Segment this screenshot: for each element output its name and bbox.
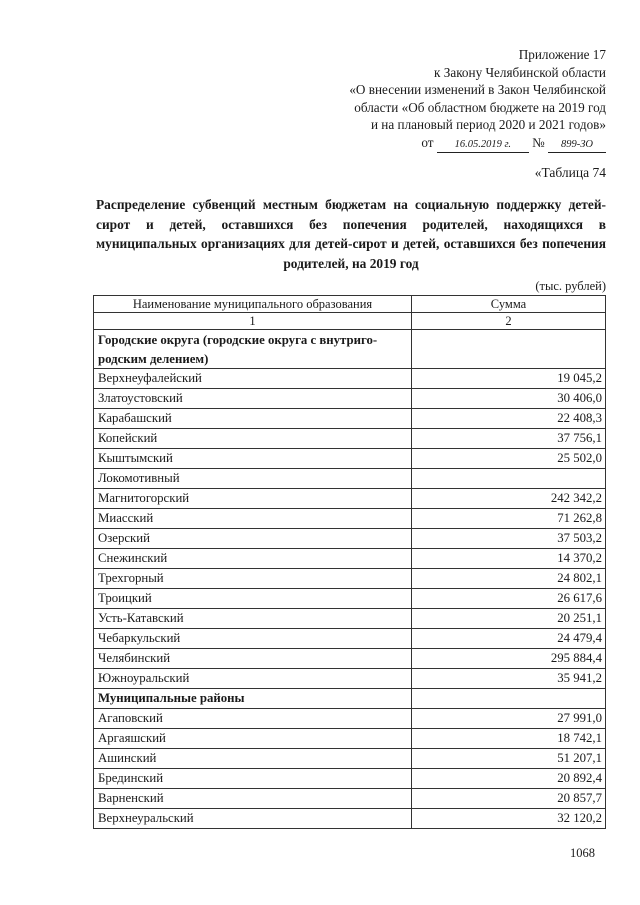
subsidy-amount: 19 045,2	[412, 369, 606, 389]
municipality-name: Трехгорный	[94, 569, 412, 589]
column-number-row	[94, 313, 606, 330]
municipality-name: Агаповский	[94, 709, 412, 729]
table-row	[94, 409, 606, 429]
header-line-4: области «Об областном бюджете на 2019 год	[354, 99, 606, 115]
table-row	[94, 549, 606, 569]
table-row	[94, 369, 606, 389]
date-prefix: от	[421, 134, 434, 150]
table-row	[94, 809, 606, 829]
subsidy-amount: 71 262,8	[412, 509, 606, 529]
subsidy-amount: 32 120,2	[412, 809, 606, 829]
table-row	[94, 769, 606, 789]
municipality-name: Ашинский	[94, 749, 412, 769]
table-row	[94, 749, 606, 769]
table-row	[94, 569, 606, 589]
table-row	[94, 429, 606, 449]
municipality-name: Усть-Катавский	[94, 609, 412, 629]
table-row	[94, 449, 606, 469]
units-label: (тыс. рублей)	[535, 279, 606, 293]
subsidy-amount: 295 884,4	[412, 649, 606, 669]
table-row	[94, 789, 606, 809]
law-date: 16.05.2019 г.	[437, 138, 529, 153]
municipality-name: Кыштымский	[94, 449, 412, 469]
urban-district-rows	[94, 369, 606, 689]
municipality-name: Аргаяшский	[94, 729, 412, 749]
municipality-name: Озерский	[94, 529, 412, 549]
municipality-name: Магнитогорский	[94, 489, 412, 509]
municipality-name: Карабашский	[94, 409, 412, 429]
subsidy-amount: 35 941,2	[412, 669, 606, 689]
table-header-row	[94, 296, 606, 313]
law-date-line	[349, 134, 606, 153]
document-title: Распределение субвенций местным бюджетам на социальную поддержку детей-сирот и детей, оставшихся без попечения родителей, находящихся в муниципальных организациях для детей-сирот и детей, оставшихся без попечения родителей, на 2019 год	[96, 197, 606, 271]
appendix-header	[349, 46, 606, 153]
municipality-name: Верхнеуральский	[94, 809, 412, 829]
subsidy-amount: 26 617,6	[412, 589, 606, 609]
law-number: 899-ЗО	[548, 138, 606, 153]
table-row	[94, 629, 606, 649]
table-row	[94, 469, 606, 489]
subsidy-amount: 20 892,4	[412, 769, 606, 789]
table-row	[94, 609, 606, 629]
subsidy-amount: 18 742,1	[412, 729, 606, 749]
header-line-3: «О внесении изменений в Закон Челябинской	[349, 82, 606, 97]
page-number: 1068	[570, 846, 595, 860]
section-heading-line-2: родским делением)	[98, 351, 209, 366]
header-line-5: и на плановый период 2020 и 2021 годов»	[370, 117, 606, 132]
header-sum: Сумма	[412, 296, 606, 313]
subsidy-amount: 20 857,7	[412, 789, 606, 809]
header-line-1: Приложение 17	[518, 47, 606, 62]
subsidy-table	[93, 295, 606, 829]
subsidy-amount: 37 756,1	[412, 429, 606, 449]
section-heading: Муниципальные районы	[94, 689, 412, 709]
subsidy-amount: 242 342,2	[412, 489, 606, 509]
section-heading-cont	[94, 349, 412, 369]
subsidy-amount: 27 991,0	[412, 709, 606, 729]
section-heading-row	[94, 330, 606, 350]
municipality-name: Златоустовский	[94, 389, 412, 409]
section-heading-value	[412, 689, 606, 709]
municipality-name: Троицкий	[94, 589, 412, 609]
table-row	[94, 529, 606, 549]
subsidy-amount: 37 503,2	[412, 529, 606, 549]
subsidy-amount: 24 802,1	[412, 569, 606, 589]
municipal-district-rows	[94, 709, 606, 829]
table-row	[94, 589, 606, 609]
section-heading-value-2	[412, 349, 606, 369]
municipality-name: Копейский	[94, 429, 412, 449]
municipality-name: Варненский	[94, 789, 412, 809]
section-heading-row-2	[94, 349, 606, 369]
table-row	[94, 489, 606, 509]
subsidy-amount: 14 370,2	[412, 549, 606, 569]
header-line-2: к Закону Челябинской области	[434, 64, 606, 80]
subsidy-amount: 30 406,0	[412, 389, 606, 409]
section-municipal-districts	[94, 689, 606, 709]
subsidy-amount: 25 502,0	[412, 449, 606, 469]
section-heading-row	[94, 689, 606, 709]
table-row	[94, 729, 606, 749]
table-row	[94, 669, 606, 689]
municipality-name: Челябинский	[94, 649, 412, 669]
municipality-name: Миасский	[94, 509, 412, 529]
subsidy-amount: 24 479,4	[412, 629, 606, 649]
table-row	[94, 649, 606, 669]
section-heading	[94, 330, 412, 350]
column-number-2: 2	[412, 313, 606, 330]
table-label: «Таблица 74	[534, 165, 606, 180]
subsidy-amount	[412, 469, 606, 489]
table-row	[94, 389, 606, 409]
municipality-name: Верхнеуфалейский	[94, 369, 412, 389]
column-number-1: 1	[94, 313, 412, 330]
section-heading-line-1: Городские округа (городские округа с внутриго-	[98, 332, 378, 347]
municipality-name: Южноуральский	[94, 669, 412, 689]
section-urban-districts	[94, 330, 606, 369]
subsidy-amount: 20 251,1	[412, 609, 606, 629]
subsidy-amount: 22 408,3	[412, 409, 606, 429]
municipality-name: Локомотивный	[94, 469, 412, 489]
section-heading-value	[412, 330, 606, 350]
table-row	[94, 709, 606, 729]
header-name: Наименование муниципального образования	[94, 296, 412, 313]
municipality-name: Снежинский	[94, 549, 412, 569]
municipality-name: Брединский	[94, 769, 412, 789]
municipality-name: Чебаркульский	[94, 629, 412, 649]
table-row	[94, 509, 606, 529]
subsidy-amount: 51 207,1	[412, 749, 606, 769]
number-sign: №	[532, 134, 545, 150]
